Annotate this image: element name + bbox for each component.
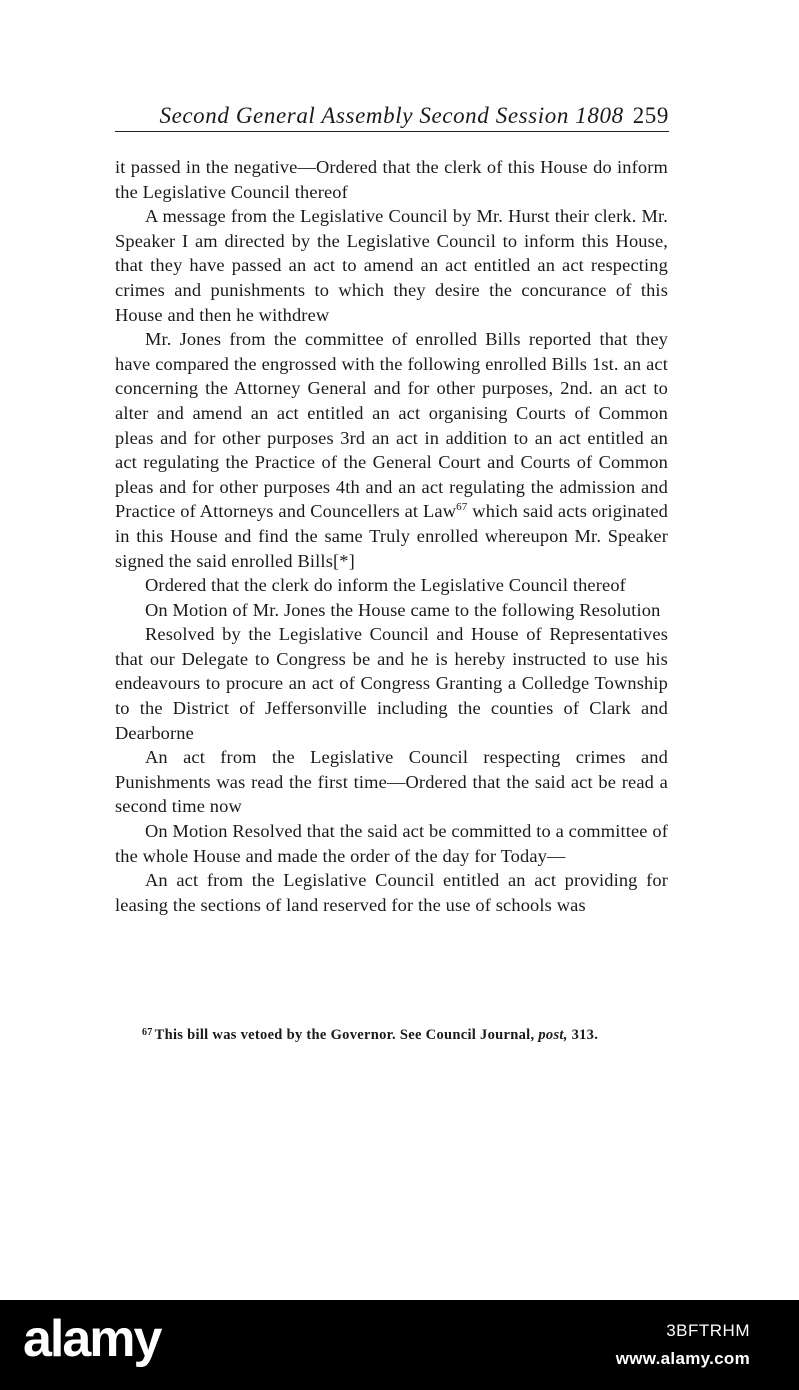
running-title: Second General Assembly Second Session 1808 (159, 103, 624, 128)
running-head (115, 100, 669, 132)
image-id: 3BFTRHM (666, 1321, 750, 1340)
footnote (115, 1022, 668, 1046)
paragraph (115, 327, 668, 573)
paragraph-text: Mr. Jones from the committee of enrolled Bills reported that they have compared the engrossed with the following enrolled Bills 1st. an act concerning the Attorney General and for other purposes, 2nd. an act to alter and amend an act entitled an act organising Courts of Common pleas and for other purposes 3rd an act in addition to an act entitled an act regulating the Practice of the General Court and Courts of Common pleas and for other purposes 4th and an act regulating the admission and Practice of Attorneys and Councellers at Law (115, 329, 668, 522)
paragraph: An act from the Legislative Council entitled an act providing for leasing the sections of land reserved for the use of schools was (115, 870, 668, 915)
paragraph: Ordered that the clerk do inform the Legislative Council thereof (145, 575, 626, 596)
paragraph: On Motion Resolved that the said act be committed to a committee of the whole House and made the order of the day for Today— (115, 821, 668, 866)
page-number: 259 (632, 103, 669, 128)
footnote-reference: 67 (456, 501, 468, 514)
body-text (115, 155, 668, 917)
paragraph: A message from the Legislative Council by Mr. Hurst their clerk. Mr. Speaker I am directed by the Legislative Council to inform this House, that they have passed an act to amend an act entitled an act respecting crimes and punishments to which they desire the concurance of this House and then he withdrew (115, 206, 668, 325)
paragraph-text: which said acts originated in this House and find the same Truly enrolled whereupon Mr. Speaker signed the said enrolled Bills[*] (115, 501, 668, 571)
alamy-logo: alamy (23, 1310, 161, 1368)
paragraph: it passed in the negative—Ordered that the clerk of this House do inform the Legislative Council thereof (115, 157, 668, 202)
paragraph: Resolved by the Legislative Council and House of Representatives that our Delegate to Congress be and he is hereby instructed to use his endeavours to procure an act of Congress Granting a Colledge Township to the District of Jeffersonville including the counties of Clark and Dearborne (115, 624, 668, 743)
footnote-italic: post, (538, 1027, 568, 1043)
watermark-url: www.alamy.com (615, 1349, 750, 1368)
footnote-text: This bill was vetoed by the Governor. See Council Journal, (154, 1027, 535, 1043)
footnote-page-ref: 313. (571, 1027, 599, 1043)
paragraph: On Motion of Mr. Jones the House came to the following Resolution (145, 599, 661, 620)
paragraph: An act from the Legislative Council respecting crimes and Punishments was read the first time—Ordered that the said act be read a second time now (115, 747, 668, 817)
footnote-marker: 67 (142, 1027, 153, 1038)
